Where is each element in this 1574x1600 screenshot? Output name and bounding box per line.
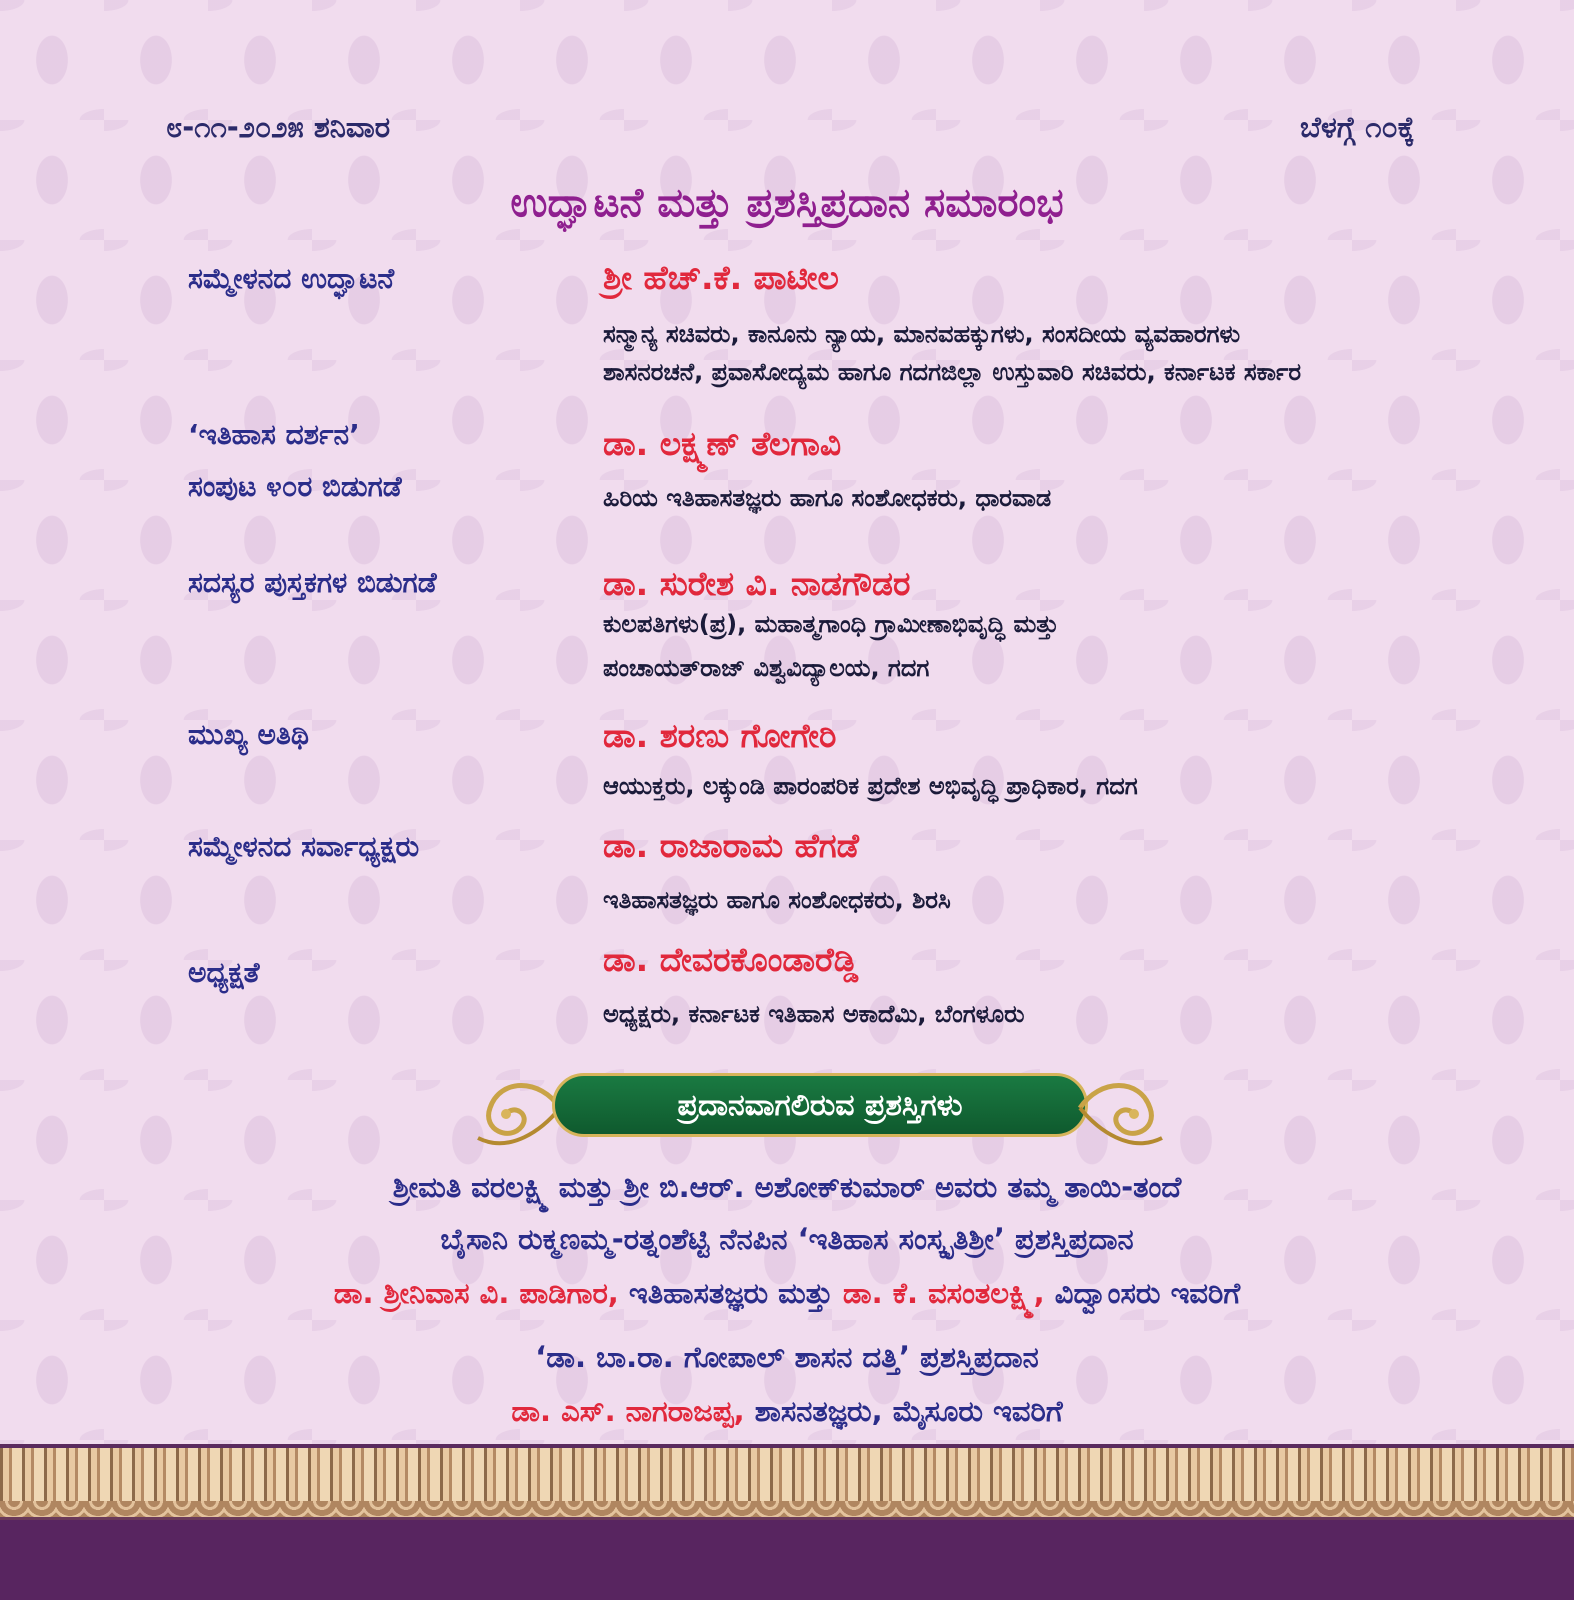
program-desc: ಪಂಚಾಯತ್‌ರಾಜ್ ವಿಶ್ವವಿದ್ಯಾಲಯ, ಗದಗ xyxy=(603,654,930,682)
award-line: ಬೈಸಾನಿ ರುಕ್ಮಣಮ್ಮ-ರತ್ನಂಶೆಟ್ಟಿ ನೆನಪಿನ ‘ಇತಿಹಾಸ ಸಂಸ್ಕೃತಿಶ್ರೀ’ ಪ್ರಶಸ್ತಿಪ್ರದಾನ xyxy=(440,1222,1134,1256)
program-desc: ಕುಲಪತಿಗಳು(ಪ್ರ), ಮಹಾತ್ಮಗಾಂಧಿ ಗ್ರಾಮೀಣಾಭಿವೃದ್ಧಿ ಮತ್ತು xyxy=(603,610,1059,638)
program-label: ಅಧ್ಯಕ್ಷತೆ xyxy=(188,956,260,989)
program-name: ಡಾ. ಲಕ್ಷ್ಮಣ್ ತೆಲಗಾವಿ xyxy=(603,424,842,463)
award-recipients xyxy=(0,1394,1574,1429)
program-label: ಸಮ್ಮೇಳನದ ಉದ್ಘಾಟನೆ xyxy=(188,262,395,295)
program-label: ಸದಸ್ಯರ ಪುಸ್ತಕಗಳ ಬಿಡುಗಡೆ xyxy=(188,566,437,599)
program-label: ‘ಇತಿಹಾಸ ದರ್ಶನ’ xyxy=(188,418,360,451)
decorative-border xyxy=(0,1444,1574,1520)
program-name: ಶ್ರೀ ಹೆಚ್.ಕೆ. ಪಾಟೀಲ xyxy=(603,258,839,297)
program-name: ಡಾ. ದೇವರಕೊಂಡಾರೆಡ್ಡಿ xyxy=(603,940,859,979)
program-label: ಮುಖ್ಯ ಅತಿಥಿ xyxy=(188,718,309,751)
recipient-name: ಡಾ. ಕೆ. ವಸಂತಲಕ್ಷ್ಮಿ, xyxy=(842,1276,1045,1310)
program-desc: ಹಿರಿಯ ಇತಿಹಾಸತಜ್ಞರು ಹಾಗೂ ಸಂಶೋಧಕರು, ಧಾರವಾಡ xyxy=(603,484,1052,512)
program-label: ಸಮ್ಮೇಳನದ ಸರ್ವಾಧ್ಯಕ್ಷರು xyxy=(188,830,420,863)
program-name: ಡಾ. ಶರಣು ಗೋಗೇರಿ xyxy=(603,716,837,755)
event-time: ಬೆಳಗ್ಗೆ ೧೦ಕ್ಕೆ xyxy=(1300,110,1415,144)
award-recipients xyxy=(0,1276,1574,1311)
recipient-desc: ಇತಿಹಾಸತಜ್ಞರು ಮತ್ತು xyxy=(618,1276,843,1310)
recipient-desc: ವಿದ್ವಾಂಸರು ಇವರಿಗೆ xyxy=(1044,1276,1241,1310)
program-desc: ಸನ್ಮಾನ್ಯ ಸಚಿವರು, ಕಾನೂನು ನ್ಯಾಯ, ಮಾನವಹಕ್ಕುಗಳು, ಸಂಸದೀಯ ವ್ಯವಹಾರಗಳು xyxy=(603,320,1241,348)
program-name: ಡಾ. ರಾಜಾರಾಮ ಹೆಗಡೆ xyxy=(603,826,859,865)
award-line: ‘ಡಾ. ಬಾ.ರಾ. ಗೋಪಾಲ್ ಶಾಸನ ದತ್ತಿ’ ಪ್ರಶಸ್ತಿಪ್ರದಾನ xyxy=(535,1340,1039,1374)
page-title: ಉದ್ಘಾಟನೆ ಮತ್ತು ಪ್ರಶಸ್ತಿಪ್ರದಾನ ಸಮಾರಂಭ xyxy=(510,180,1064,226)
program-desc: ಶಾಸನರಚನೆ, ಪ್ರವಾಸೋದ್ಯಮ ಹಾಗೂ ಗದಗಜಿಲ್ಲಾ ಉಸ್ತುವಾರಿ ಸಚಿವರು, ಕರ್ನಾಟಕ ಸರ್ಕಾರ xyxy=(603,358,1302,386)
ornament-right-icon xyxy=(1074,1068,1170,1164)
footer-bar xyxy=(0,1520,1574,1600)
awards-banner-label: ಪ್ರದಾನವಾಗಲಿರುವ ಪ್ರಶಸ್ತಿಗಳು xyxy=(552,1073,1088,1137)
program-desc: ಅಧ್ಯಕ್ಷರು, ಕರ್ನಾಟಕ ಇತಿಹಾಸ ಅಕಾದೆಮಿ, ಬೆಂಗಳೂರು xyxy=(603,1000,1025,1028)
program-desc: ಆಯುಕ್ತರು, ಲಕ್ಕುಂಡಿ ಪಾರಂಪರಿಕ ಪ್ರದೇಶ ಅಭಿವೃದ್ಧಿ ಪ್ರಾಧಿಕಾರ, ಗದಗ xyxy=(603,772,1138,800)
program-desc: ಇತಿಹಾಸತಜ್ಞರು ಹಾಗೂ ಸಂಶೋಧಕರು, ಶಿರಸಿ xyxy=(603,886,951,914)
award-line: ಶ್ರೀಮತಿ ವರಲಕ್ಷ್ಮಿ ಮತ್ತು ಶ್ರೀ ಬಿ.ಆರ್. ಅಶೋಕ್‌ಕುಮಾರ್ ಅವರು ತಮ್ಮ ತಾಯಿ-ತಂದೆ xyxy=(392,1170,1182,1204)
program-label: ಸಂಪುಟ ೪೦ರ ಬಿಡುಗಡೆ xyxy=(188,470,402,503)
program-name: ಡಾ. ಸುರೇಶ ವಿ. ನಾಡಗೌಡರ xyxy=(603,564,911,603)
recipient-name: ಡಾ. ಎಸ್. ನಾಗರಾಜಪ್ಪ, xyxy=(511,1394,745,1428)
ornament-left-icon xyxy=(470,1068,566,1164)
event-date: ೮-೧೧-೨೦೨೫ ಶನಿವಾರ xyxy=(166,110,391,144)
recipient-desc: ಶಾಸನತಜ್ಞರು, ಮೈಸೂರು ಇವರಿಗೆ xyxy=(744,1394,1063,1428)
awards-banner xyxy=(470,1068,1170,1164)
recipient-name: ಡಾ. ಶ್ರೀನಿವಾಸ ವಿ. ಪಾಡಿಗಾರ, xyxy=(333,1276,619,1310)
